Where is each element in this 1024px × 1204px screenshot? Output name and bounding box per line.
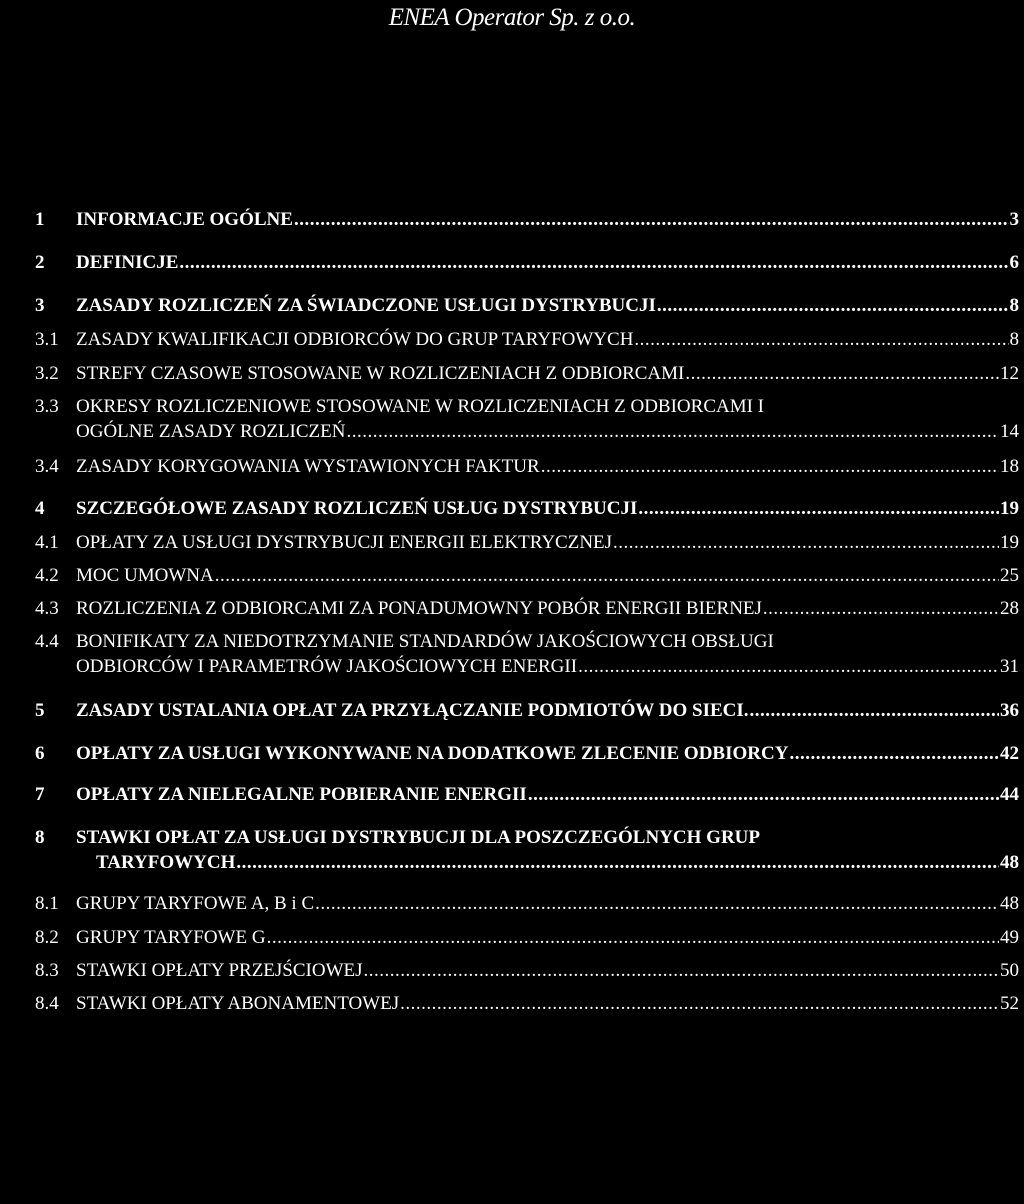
toc-entry-page-number: 48: [1000, 852, 1019, 873]
toc-entry-page-number: 52: [1000, 993, 1019, 1014]
toc-entry-page-number: 48: [1000, 893, 1019, 914]
toc-entry-number: 3: [35, 295, 45, 316]
dot-leader: [578, 654, 999, 679]
toc-entry-title: GRUPY TARYFOWE A, B i C: [76, 893, 315, 914]
toc-entry-title: GRUPY TARYFOWE G: [76, 927, 266, 948]
toc-entry-number: 3.2: [35, 363, 59, 384]
dot-leader: [294, 207, 1009, 232]
toc-entry-page-number: 8: [1009, 295, 1019, 316]
dot-leader: [613, 530, 999, 555]
toc-entry-title: ZASADY ROZLICZEŃ ZA ŚWIADCZONE USŁUGI DYSTRYBUCJI: [76, 295, 656, 316]
dot-leader: [179, 250, 1008, 275]
dot-leader: [236, 850, 999, 875]
toc-entry-page-number: 49: [1000, 927, 1019, 948]
toc-entry-title: STAWKI OPŁAT ZA USŁUGI DYSTRYBUCJI DLA POSZCZEGÓLNYCH GRUP: [76, 827, 760, 848]
toc-entry-number: 8.3: [35, 960, 59, 981]
toc-entry-title-continued: OGÓLNE ZASADY ROZLICZEŃ: [76, 421, 346, 442]
toc-entry-page-number: 28: [1000, 598, 1019, 619]
dot-leader: [638, 496, 999, 521]
toc-entry-page-number: 14: [1000, 421, 1019, 442]
toc-entry-page-number: 25: [1000, 565, 1019, 586]
toc-entry-number: 8.1: [35, 893, 59, 914]
toc-entry-title: INFORMACJE OGÓLNE: [76, 209, 293, 230]
dot-leader: [347, 419, 1000, 444]
toc-entry-page-number: 42: [1000, 743, 1019, 764]
toc-entry-title: OPŁATY ZA NIELEGALNE POBIERANIE ENERGII: [76, 784, 527, 805]
toc-entry-title: DEFINICJE: [76, 252, 179, 273]
toc-entry-number: 2: [35, 252, 45, 273]
toc-entry-page-number: 3: [1009, 209, 1019, 230]
toc-entry-number: 4.1: [35, 532, 59, 553]
dot-leader: [400, 991, 999, 1016]
toc-entry-title: OPŁATY ZA USŁUGI WYKONYWANE NA DODATKOWE ZLECENIE ODBIORCY: [76, 743, 789, 764]
toc-entry-page-number: 31: [1000, 656, 1019, 677]
dot-leader: [541, 454, 999, 479]
toc-entry-page-number: 19: [1000, 498, 1019, 519]
page-header: ENEA Operator Sp. z o.o.: [388, 4, 636, 31]
toc-entry-number: 8.2: [35, 927, 59, 948]
toc-entry-page-number: 12: [1000, 363, 1019, 384]
dot-leader: [315, 891, 999, 916]
toc-entry-number: 8.4: [35, 993, 59, 1014]
toc-entry-page-number: 44: [1000, 784, 1019, 805]
dot-leader: [763, 596, 999, 621]
toc-entry-title: MOC UMOWNA: [76, 565, 214, 586]
toc-entry-number: 3.3: [35, 396, 59, 417]
toc-entry-page-number: 6: [1009, 252, 1019, 273]
dot-leader: [215, 563, 999, 588]
dot-leader: [267, 925, 999, 950]
toc-entry-title: OKRESY ROZLICZENIOWE STOSOWANE W ROZLICZENIACH Z ODBIORCAMI I: [76, 396, 765, 417]
toc-entry-number: 5: [35, 700, 45, 721]
toc-entry-number: 3.1: [35, 329, 59, 350]
toc-entry-title: ZASADY KORYGOWANIA WYSTAWIONYCH FAKTUR: [76, 456, 540, 477]
toc-entry-title: STAWKI OPŁATY PRZEJŚCIOWEJ: [76, 960, 363, 981]
dot-leader: [685, 361, 999, 386]
toc-entry-page-number: 18: [1000, 456, 1019, 477]
toc-entry-title: SZCZEGÓŁOWE ZASADY ROZLICZEŃ USŁUG DYSTRYBUCJI: [76, 498, 638, 519]
dot-leader: [657, 293, 1009, 318]
toc-entry-number: 4.3: [35, 598, 59, 619]
dot-leader: [528, 782, 999, 807]
dot-leader: [750, 698, 999, 723]
toc-entry-number: 3.4: [35, 456, 59, 477]
toc-entry-page-number: 8: [1009, 329, 1019, 350]
toc-entry-number: 4.2: [35, 565, 59, 586]
toc-entry-title: STREFY CZASOWE STOSOWANE W ROZLICZENIACH Z ODBIORCAMI: [76, 363, 685, 384]
toc-entry-title-continued: ODBIORCÓW I PARAMETRÓW JAKOŚCIOWYCH ENERGII: [76, 656, 578, 677]
toc-entry-title: ZASADY KWALIFIKACJI ODBIORCÓW DO GRUP TARYFOWYCH: [76, 329, 634, 350]
toc-entry-title: STAWKI OPŁATY ABONAMENTOWEJ: [76, 993, 400, 1014]
dot-leader: [634, 327, 1008, 352]
dot-leader: [789, 741, 999, 766]
toc-entry-number: 8: [35, 827, 45, 848]
toc-entry-title-continued: TARYFOWYCH: [96, 852, 236, 873]
toc-entry-number: 4.4: [35, 631, 59, 652]
toc-entry-number: 6: [35, 743, 45, 764]
toc-entry-number: 7: [35, 784, 45, 805]
toc-entry-page-number: 19: [1000, 532, 1019, 553]
toc-entry-title: ROZLICZENIA Z ODBIORCAMI ZA PONADUMOWNY POBÓR ENERGII BIERNEJ: [76, 598, 762, 619]
toc-entry-page-number: 36: [1000, 700, 1019, 721]
toc-entry-title: ZASADY USTALANIA OPŁAT ZA PRZYŁĄCZANIE PODMIOTÓW DO SIECI.: [76, 700, 749, 721]
toc-entry-number: 1: [35, 209, 45, 230]
toc-entry-title: BONIFIKATY ZA NIEDOTRZYMANIE STANDARDÓW JAKOŚCIOWYCH OBSŁUGI: [76, 631, 774, 652]
dot-leader: [364, 958, 999, 983]
toc-entry-page-number: 50: [1000, 960, 1019, 981]
toc-entry-title: OPŁATY ZA USŁUGI DYSTRYBUCJI ENERGII ELEKTRYCZNEJ: [76, 532, 613, 553]
toc-entry-number: 4: [35, 498, 45, 519]
